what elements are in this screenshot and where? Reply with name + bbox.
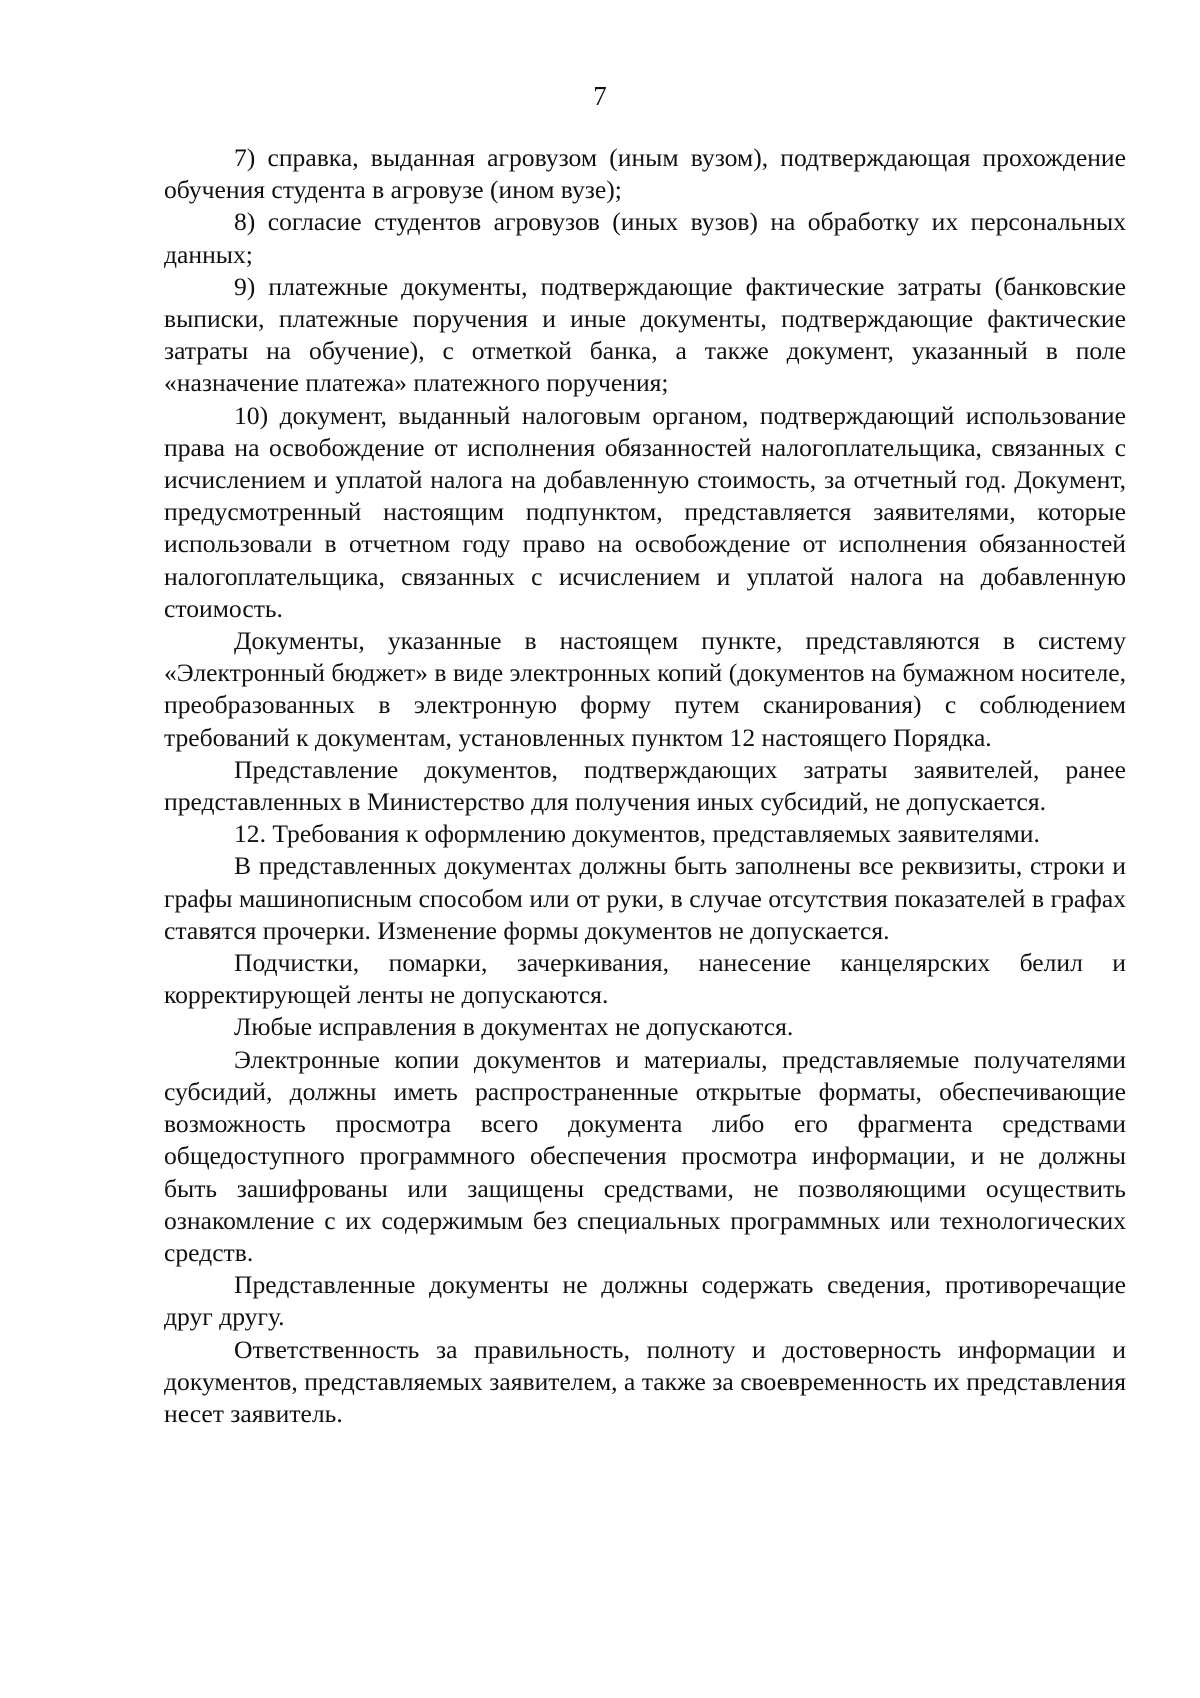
page-number: 7 <box>593 81 607 111</box>
list-item-7-certificate: 7) справка, выданная агровузом (иным вузом), подтверждающая прохождение обучения студента в агровузе (ином вузе); <box>164 143 1126 205</box>
list-item-9-payment-documents: 9) платежные документы, подтверждающие фактические затраты (банковские выписки, платежные поручения и иные документы, подтверждающие фактические затраты на обучение), с отметкой банка, а также документ, указанный в поле «назначение платежа» платежного поручения; <box>164 271 1126 398</box>
list-item-10-tax-document: 10) документ, выданный налоговым органом, подтверждающий использование права на освобождение от исполнения обязанностей налогоплательщика, связанных с исчислением и уплатой налога на добавленную стоимость, за отчетный год. Документ, предусмотренный настоящим подпунктом, представляется заявителями, которые использовали в отчетном году право на освобождение от исполнения обязанностей налогоплательщика, связанных с исчислением и уплатой налога на добавленную стоимость. <box>164 400 1126 623</box>
paragraph-electronic-copies: Документы, указанные в настоящем пункте, представляются в систему «Электронный бюджет» в виде электронных копий (документов на бумажном носителе, преобразованных в электронную форму путем сканирования) с соблюдением требований к документам, установленных пунктом 12 настоящего Порядка. <box>164 626 1126 752</box>
paragraph-file-formats: Электронные копии документов и материалы, представляемые получателями субсидий, должны иметь распространенные открытые форматы, обеспечивающие возможность просмотра всего документа либо его фрагмента средствами общедоступного программного обеспечения просмотра информации, и не должны быть зашифрованы или защищены средствами, не позволяющими осуществить ознакомление с их содержимым без специальных программных или технологических средств. <box>164 1044 1126 1267</box>
paragraph-requisites: В представленных документах должны быть заполнены все реквизиты, строки и графы машинописным способом или от руки, в случае отсутствия показателей в графах ставятся прочерки. Изменение формы документов не допускается. <box>164 851 1126 945</box>
paragraph-no-corrections: Любые исправления в документах не допускаются. <box>234 1012 794 1042</box>
paragraph-responsibility: Ответственность за правильность, полноту и достоверность информации и документов, представляемых заявителем, а также за своевременность их представления несет заявитель. <box>164 1334 1126 1428</box>
paragraph-no-erasures: Подчистки, помарки, зачеркивания, нанесение канцелярских белил и корректирующей ленты не допускаются. <box>164 948 1126 1010</box>
document-body <box>164 142 1126 1430</box>
paragraph-no-contradictions: Представленные документы не должны содержать сведения, противоречащие друг другу. <box>164 1270 1126 1332</box>
list-item-8-consent: 8) согласие студентов агровузов (иных вузов) на обработку их персональных данных; <box>164 207 1126 269</box>
paragraph-previous-documents: Представление документов, подтверждающих затраты заявителей, ранее представленных в Министерство для получения иных субсидий, не допускается. <box>164 754 1126 817</box>
section-12-heading: 12. Требования к оформлению документов, представляемых заявителями. <box>234 819 1040 849</box>
